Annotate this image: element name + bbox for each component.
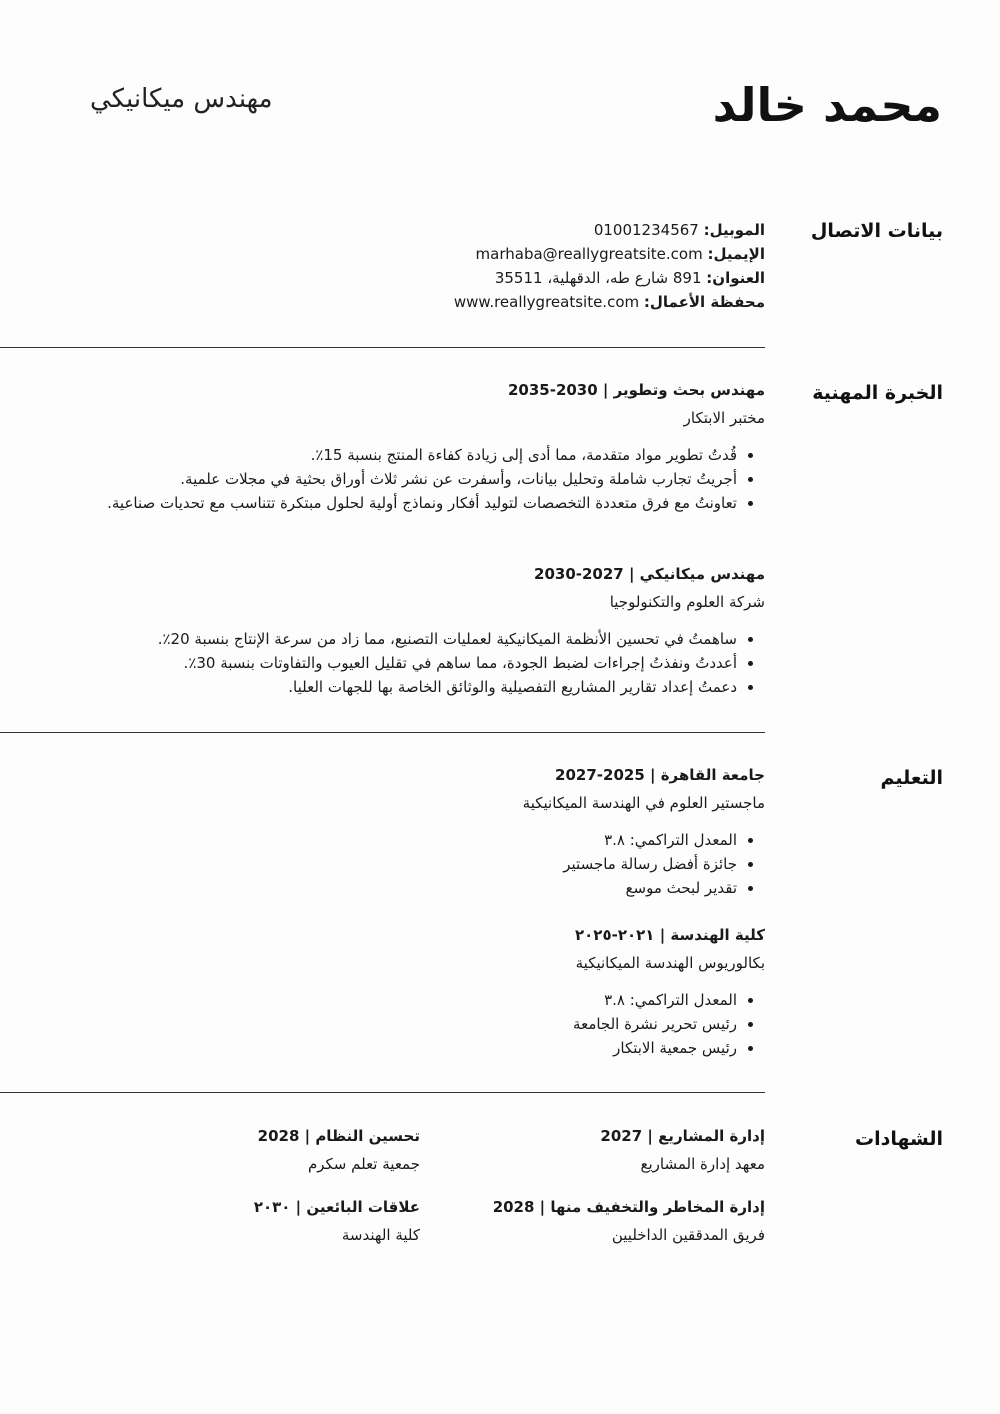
list-item: • رئيس تحرير نشرة الجامعة <box>245 1012 737 1036</box>
list-item: • رئيس جمعية الابتكار <box>245 1036 737 1060</box>
list-item: • المعدل التراكمي: ٣.٨ <box>245 988 737 1012</box>
list-item: • تعاونتُ مع فرق متعددة التخصصات لتوليد أفكار ونماذج أولية لحلول مبتكرة تتناسب مع تحديات صناعية. <box>105 491 737 515</box>
education-entry-2 <box>245 924 765 1060</box>
certificate-title-3: إدارة المخاطر والتخفيف منها | 2028 <box>492 1198 765 1216</box>
contact-mobile <box>454 218 765 242</box>
section-divider <box>0 732 765 733</box>
email-value: marhaba@reallygreatsite.com <box>475 245 703 263</box>
contact-address <box>454 266 765 290</box>
section-divider <box>0 1092 765 1093</box>
certificate-1 <box>445 1125 765 1175</box>
certificate-title-1: إدارة المشاريع | 2027 <box>600 1127 765 1145</box>
mobile-value: 01001234567 <box>593 221 699 239</box>
education-1-bullets <box>245 828 765 900</box>
email-label: الإيميل: <box>707 245 765 263</box>
education-title-1: جامعة القاهرة | 2025-2027 <box>555 766 765 784</box>
contact-portfolio <box>454 290 765 314</box>
degree-2: بكالوريوس الهندسة الميكانيكية <box>575 954 765 972</box>
experience-entry-2 <box>105 563 765 699</box>
contact-heading: بيانات الاتصال <box>810 220 943 242</box>
certificate-issuer-3: فريق المدققين الداخليين <box>611 1226 765 1244</box>
portfolio-label: محفظة الأعمال: <box>643 293 765 311</box>
job-title-1: مهندس بحث وتطوير | 2030-2035 <box>507 381 765 399</box>
company-1: مختبر الابتكار <box>683 409 765 427</box>
section-divider <box>0 347 765 348</box>
job-1-bullets <box>105 443 765 515</box>
certificate-2 <box>100 1125 420 1175</box>
contact-email <box>454 242 765 266</box>
certificate-issuer-2: جمعية تعلم سكرم <box>307 1155 420 1173</box>
list-item: • المعدل التراكمي: ٣.٨ <box>245 828 737 852</box>
list-item: • دعمتُ إعداد تقارير المشاريع التفصيلية والوثائق الخاصة بها للجهات العليا. <box>105 675 737 699</box>
portfolio-value: www.reallygreatsite.com <box>453 293 640 311</box>
certificates-heading: الشهادات <box>854 1128 943 1150</box>
certificate-title-4: علاقات البائعين | ٢٠٣٠ <box>253 1198 420 1216</box>
job-title: مهندس ميكانيكي <box>90 84 273 114</box>
address-value: 891 شارع طه، الدقهلية، 35511 <box>494 269 702 287</box>
degree-1: ماجستير العلوم في الهندسة الميكانيكية <box>522 794 765 812</box>
experience-heading: الخبرة المهنية <box>812 382 943 404</box>
education-title-2: كلية الهندسة | ٢٠٢١-٢٠٢٥ <box>574 926 765 944</box>
list-item: • جائزة أفضل رسالة ماجستير <box>245 852 737 876</box>
certificate-issuer-1: معهد إدارة المشاريع <box>640 1155 765 1173</box>
job-2-bullets <box>105 627 765 699</box>
job-title-2: مهندس ميكانيكي | 2027-2030 <box>534 565 765 583</box>
certificate-3 <box>445 1196 765 1246</box>
list-item: • أعددتُ ونفذتُ إجراءات لضبط الجودة، مما ساهم في تقليل العيوب والتفاوتات بنسبة 30٪. <box>105 651 737 675</box>
education-heading: التعليم <box>880 767 943 789</box>
candidate-name: محمد خالد <box>712 78 942 132</box>
certificate-title-2: تحسين النظام | 2028 <box>257 1127 420 1145</box>
mobile-label: الموبيل: <box>703 221 765 239</box>
contact-details <box>454 218 765 314</box>
education-2-bullets <box>245 988 765 1060</box>
list-item: • أجريتُ تجارب شاملة وتحليل بيانات، وأسفرت عن نشر ثلاث أوراق بحثية في مجلات علمية. <box>105 467 737 491</box>
list-item: • تقدير لبحث موسع <box>245 876 737 900</box>
address-label: العنوان: <box>706 269 765 287</box>
list-item: • ساهمتُ في تحسين الأنظمة الميكانيكية لعمليات التصنيع، مما زاد من سرعة الإنتاج بنسبة 20٪. <box>105 627 737 651</box>
experience-entry-1 <box>105 379 765 515</box>
list-item: • قُدتُ تطوير مواد متقدمة، مما أدى إلى زيادة كفاءة المنتج بنسبة 15٪. <box>105 443 737 467</box>
education-entry-1 <box>245 764 765 900</box>
company-2: شركة العلوم والتكنولوجيا <box>609 593 765 611</box>
certificate-issuer-4: كلية الهندسة <box>341 1226 420 1244</box>
certificate-4 <box>100 1196 420 1246</box>
